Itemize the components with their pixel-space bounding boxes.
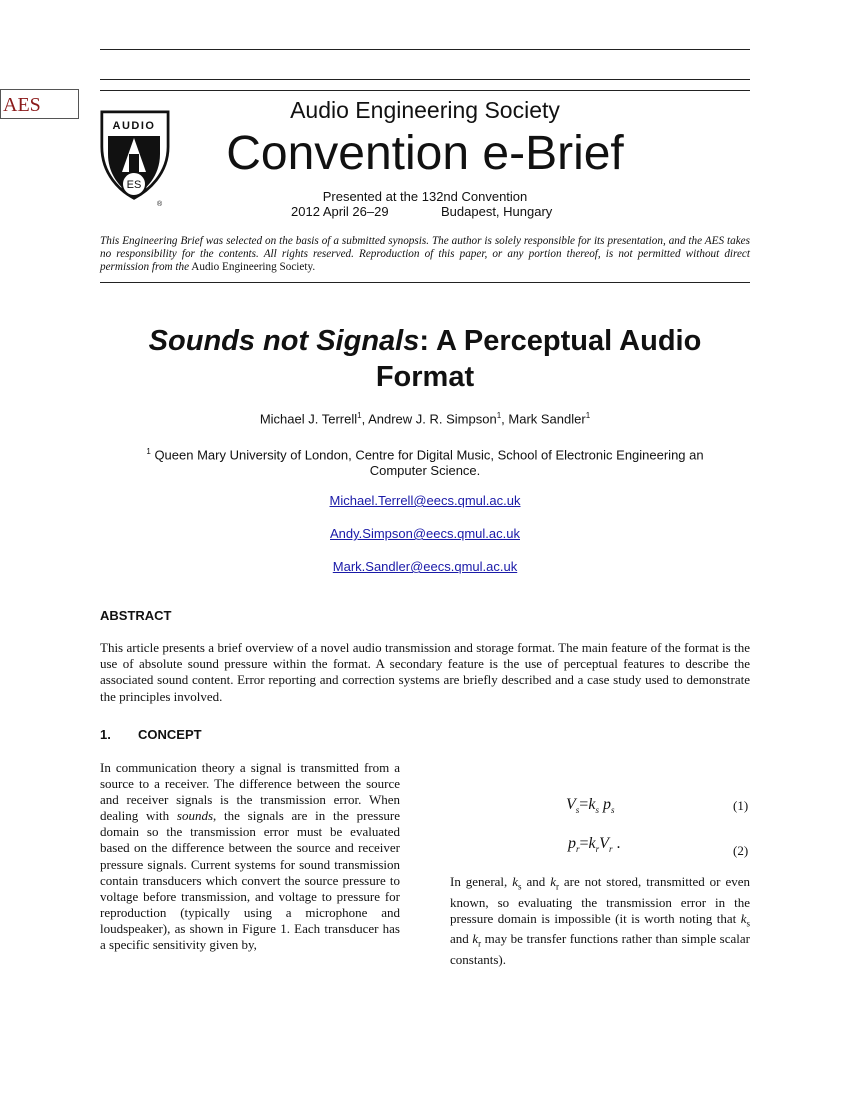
author-name: Michael J. Terrell bbox=[259, 411, 358, 427]
equation-2-number: (2) bbox=[733, 843, 749, 858]
affiliation-text: Queen Mary University of London, Centre for Digital Music, School of Electronic Engineering an Computer Science. bbox=[150, 447, 704, 479]
emphasis-sounds: sounds bbox=[176, 808, 214, 824]
disclaimer-roman: Audio Engineering Society. bbox=[189, 261, 316, 273]
affiliation bbox=[120, 444, 730, 479]
header-rule-2 bbox=[100, 79, 750, 80]
header-rule-3 bbox=[100, 90, 750, 91]
convention-location: Budapest, Hungary bbox=[441, 204, 553, 219]
email-block bbox=[100, 493, 750, 592]
svg-text:ES: ES bbox=[126, 179, 142, 191]
author-sup: 1 bbox=[496, 411, 502, 420]
author-sup: 1 bbox=[357, 411, 362, 420]
abstract-heading: ABSTRACT bbox=[100, 608, 172, 623]
email-link-simpson[interactable]: Andy.Simpson@eecs.qmul.ac.uk bbox=[330, 526, 520, 541]
author-name: Mark Sandler bbox=[508, 411, 586, 427]
header-rule-bottom bbox=[100, 282, 750, 283]
publication-title: Convention e-Brief bbox=[226, 127, 624, 180]
author-sup: 1 bbox=[585, 411, 591, 420]
author-name: Andrew J. R. Simpson bbox=[368, 411, 497, 427]
paper-title-rest: : A Perceptual Audio Format bbox=[375, 325, 702, 393]
abstract-text: This article presents a brief overview of a novel audio transmission and storage format. The main feature of the format is the use of absolute sound pressure within the format. A secondary feature is the use of perceptual features to describe the associated sound content. Error reporting and correction systems are briefly described and a case study used to demonstrate the principles involved. bbox=[100, 640, 750, 704]
disclaimer bbox=[100, 235, 750, 274]
affiliation-sup: 1 bbox=[146, 447, 151, 456]
equation-2: $p_r=k_rV_r$ . bbox=[568, 835, 621, 855]
section-number: 1. bbox=[100, 727, 111, 742]
section-heading: CONCEPT bbox=[138, 727, 202, 742]
convention-presented: Presented at the 132nd Convention bbox=[322, 189, 528, 204]
email-link-terrell[interactable]: Michael.Terrell@eecs.qmul.ac.uk bbox=[329, 493, 521, 508]
concept-paragraph: In communication theory a signal is transmitted from a source to a receiver. The difference between the source and receiver signals is the transmission error. When dealing with sounds, the signals are in the pressure domain so the transmission error must be evaluated based on the difference between the source and receiver pressure signals. Current systems for sound transmission contain transducers which convert the source pressure to voltage before transmission, and voltage to pressure for reproduction (typically using a microphone and loudspeaker), as shown in Figure 1. Each transducer has a specific sensitivity given by, bbox=[100, 760, 400, 953]
email-link-sandler[interactable]: Mark.Sandler@eecs.qmul.ac.uk bbox=[332, 559, 518, 574]
convention-date: 2012 April 26–29 bbox=[291, 204, 389, 219]
society-name: Audio Engineering Society bbox=[290, 97, 560, 123]
svg-text:AUDIO: AUDIO bbox=[112, 120, 156, 132]
svg-text:®: ® bbox=[157, 201, 163, 208]
header-rule-top bbox=[100, 49, 750, 50]
disclaimer-italic: This Engineering Brief was selected on the basis of a submitted synopsis. The author is solely responsible for its presentation, and the AES takes no responsibility for the contents. All rights reserved. Reproduction of this paper, or any portion thereof, is not permitted without direct permission from the bbox=[100, 235, 750, 273]
right-column-paragraph: In general, $k_s$ and $k_r$ are not stored, transmitted or even known, so evaluating the transmission error in the pressure domain is impossible (it is worth noting that $k_s$ and $k_r$ may be transfer functions rather than simple scalar constants). bbox=[450, 874, 750, 968]
paper-title bbox=[100, 323, 750, 395]
equation-1-number: (1) bbox=[733, 798, 749, 813]
equation-1: $V_s=k_s$ $p_s$ bbox=[566, 796, 615, 816]
authors: Michael J. Terrell$^1$, Andrew J. R. Simpson$^1$, Mark Sandler$^1$ bbox=[259, 411, 591, 427]
paper-title-italic: Sounds not Signals bbox=[148, 325, 420, 357]
aes-side-tag[interactable]: AES bbox=[0, 89, 79, 119]
